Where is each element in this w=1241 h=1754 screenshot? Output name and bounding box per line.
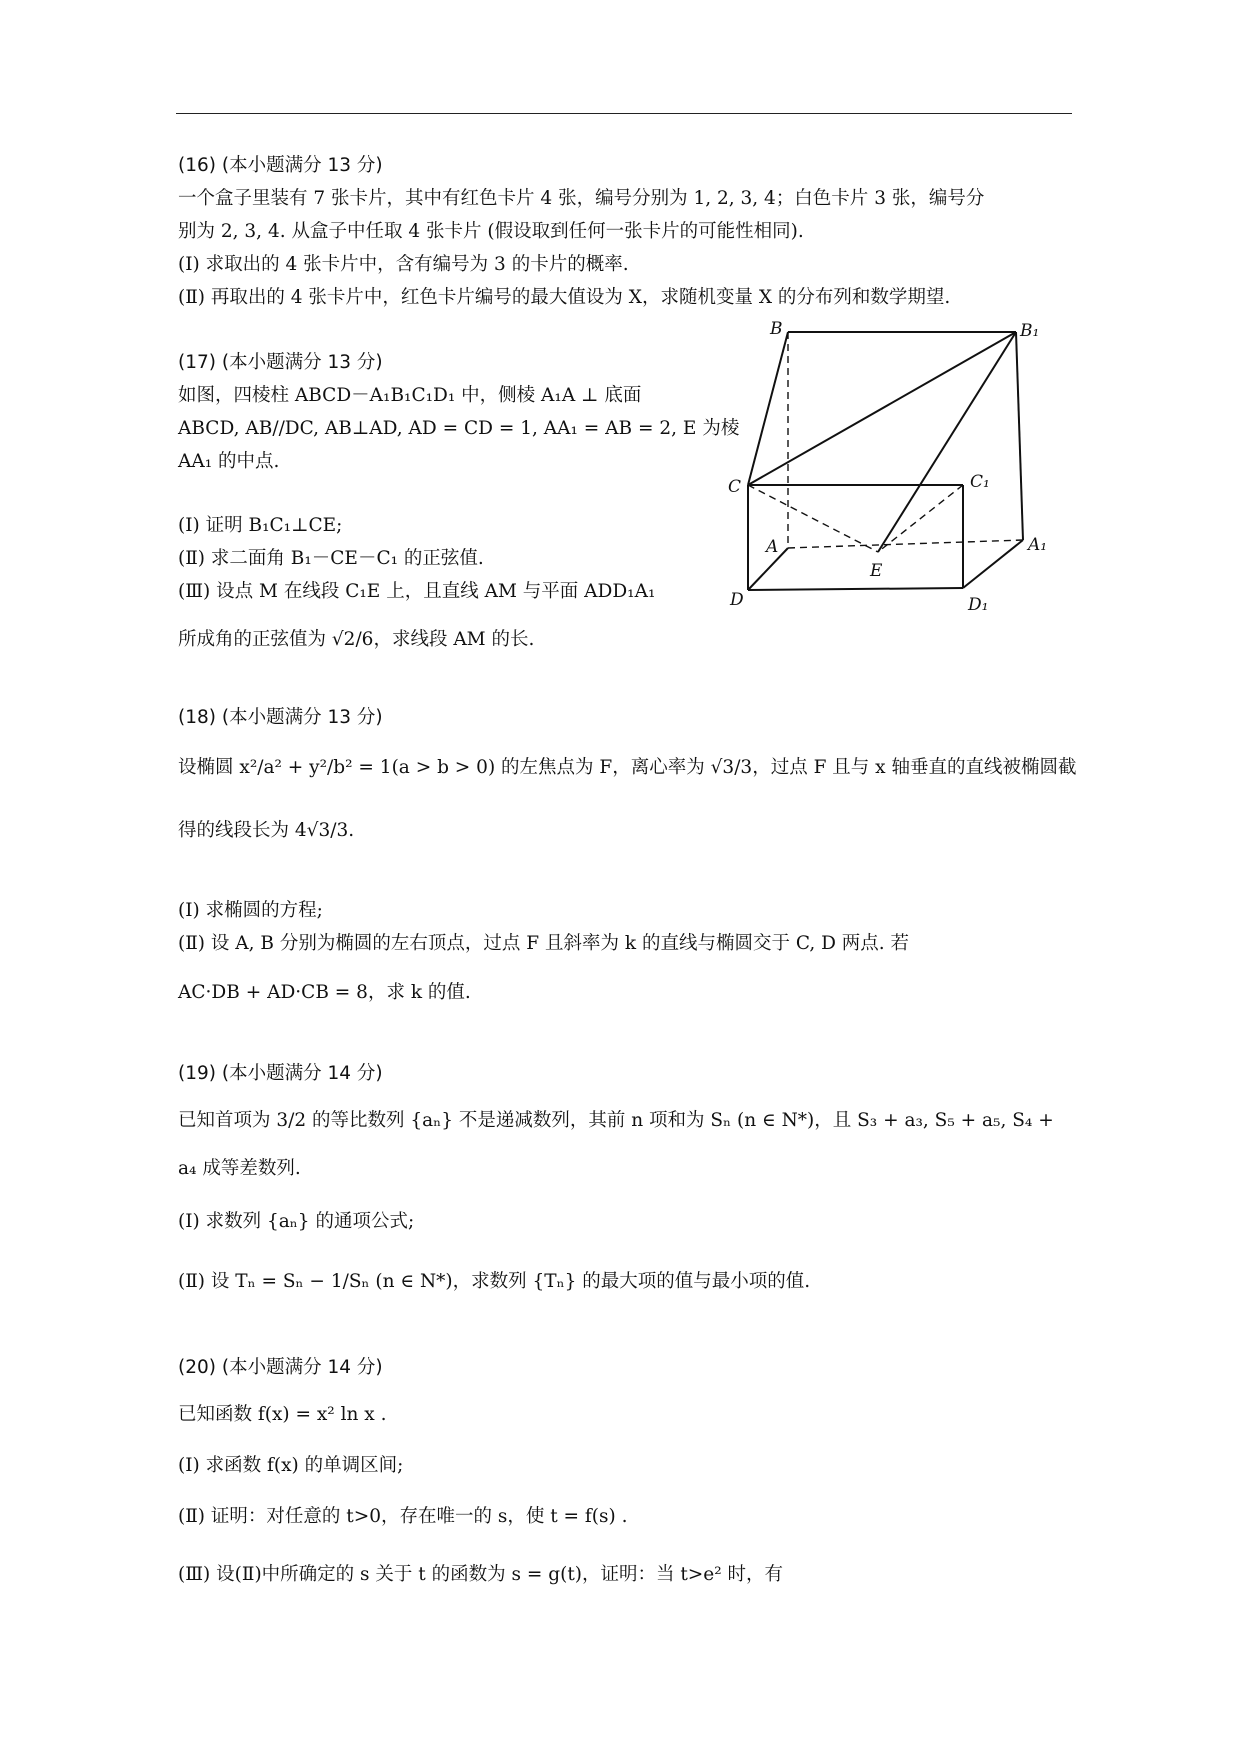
- header-rule: [176, 113, 1072, 114]
- label-B1: B₁: [1020, 321, 1040, 341]
- q20-part2: (Ⅱ) 证明：对任意的 t>0，存在唯一的 s，使 t = f(s) .: [178, 1506, 628, 1527]
- q16-line1: 一个盒子里装有 7 张卡片，其中有红色卡片 4 张，编号分别为 1, 2, 3, 4；白色卡片 3 张，编号分: [178, 188, 985, 209]
- q20-part3: (Ⅲ) 设(Ⅱ)中所确定的 s 关于 t 的函数为 s = g(t)，证明：当 t>e² 时，有: [178, 1564, 784, 1585]
- q19-part1: (Ⅰ) 求数列 {aₙ} 的通项公式;: [178, 1211, 415, 1232]
- q18-part2: (Ⅱ) 设 A, B 分别为椭圆的左右顶点，过点 F 且斜率为 k 的直线与椭圆交于 C, D 两点. 若: [178, 933, 910, 954]
- label-D: D: [730, 590, 744, 610]
- q17-part3b: 所成角的正弦值为 √2/6，求线段 AM 的长.: [178, 629, 535, 650]
- label-B: B: [770, 320, 783, 339]
- q18-part2b: AC·DB + AD·CB = 8，求 k 的值.: [178, 982, 471, 1003]
- q20-line1: 已知函数 f(x) = x² ln x .: [178, 1404, 387, 1425]
- q17-line3: AA₁ 的中点.: [178, 451, 280, 472]
- q16-line2: 别为 2, 3, 4. 从盒子中任取 4 张卡片 (假设取到任何一张卡片的可能性相同).: [178, 221, 804, 242]
- label-A1: A₁: [1028, 535, 1048, 555]
- q19-header: (19) (本小题满分 14 分): [178, 1063, 383, 1084]
- q18-part1: (Ⅰ) 求椭圆的方程;: [178, 900, 323, 921]
- q17-part2: (Ⅱ) 求二面角 B₁－CE－C₁ 的正弦值.: [178, 548, 484, 569]
- q18-header: (18) (本小题满分 13 分): [178, 707, 383, 728]
- q19-line1: 已知首项为 3/2 的等比数列 {aₙ} 不是递减数列，其前 n 项和为 Sₙ (n ∈ N*)，且 S₃ + a₃, S₅ + a₅, S₄ +: [178, 1110, 1054, 1131]
- q16-part1: (Ⅰ) 求取出的 4 张卡片中，含有编号为 3 的卡片的概率.: [178, 254, 629, 275]
- q20-header: (20) (本小题满分 14 分): [178, 1357, 383, 1378]
- label-C: C: [728, 477, 742, 497]
- q19-line2: a₄ 成等差数列.: [178, 1158, 301, 1179]
- prism-figure: [728, 320, 1058, 620]
- q16-part2: (Ⅱ) 再取出的 4 张卡片中，红色卡片编号的最大值设为 X，求随机变量 X 的分布列和数学期望.: [178, 287, 951, 308]
- q17-header: (17) (本小题满分 13 分): [178, 352, 383, 373]
- q19-part2: (Ⅱ) 设 Tₙ = Sₙ − 1/Sₙ (n ∈ N*)，求数列 {Tₙ} 的最大项的值与最小项的值.: [178, 1271, 811, 1292]
- q17-line2: ABCD, AB//DC, AB⊥AD, AD = CD = 1, AA₁ = AB = 2, E 为棱: [178, 418, 740, 439]
- q16-header: (16) (本小题满分 13 分): [178, 155, 383, 176]
- q17-line1: 如图，四棱柱 ABCD－A₁B₁C₁D₁ 中，侧棱 A₁A ⊥ 底面: [178, 385, 642, 406]
- q18-line1: 设椭圆 x²/a² + y²/b² = 1(a > b > 0) 的左焦点为 F，离心率为 √3/3，过点 F 且与 x 轴垂直的直线被椭圆截: [178, 757, 1077, 778]
- q18-line2: 得的线段长为 4√3/3.: [178, 820, 355, 841]
- q17-part3: (Ⅲ) 设点 M 在线段 C₁E 上，且直线 AM 与平面 ADD₁A₁: [178, 581, 656, 602]
- q20-part1: (Ⅰ) 求函数 f(x) 的单调区间;: [178, 1455, 404, 1476]
- label-D1: D₁: [968, 595, 989, 615]
- label-A: A: [766, 537, 779, 557]
- label-C1: C₁: [970, 472, 990, 492]
- q17-part1: (Ⅰ) 证明 B₁C₁⊥CE;: [178, 515, 343, 536]
- label-E: E: [870, 561, 883, 581]
